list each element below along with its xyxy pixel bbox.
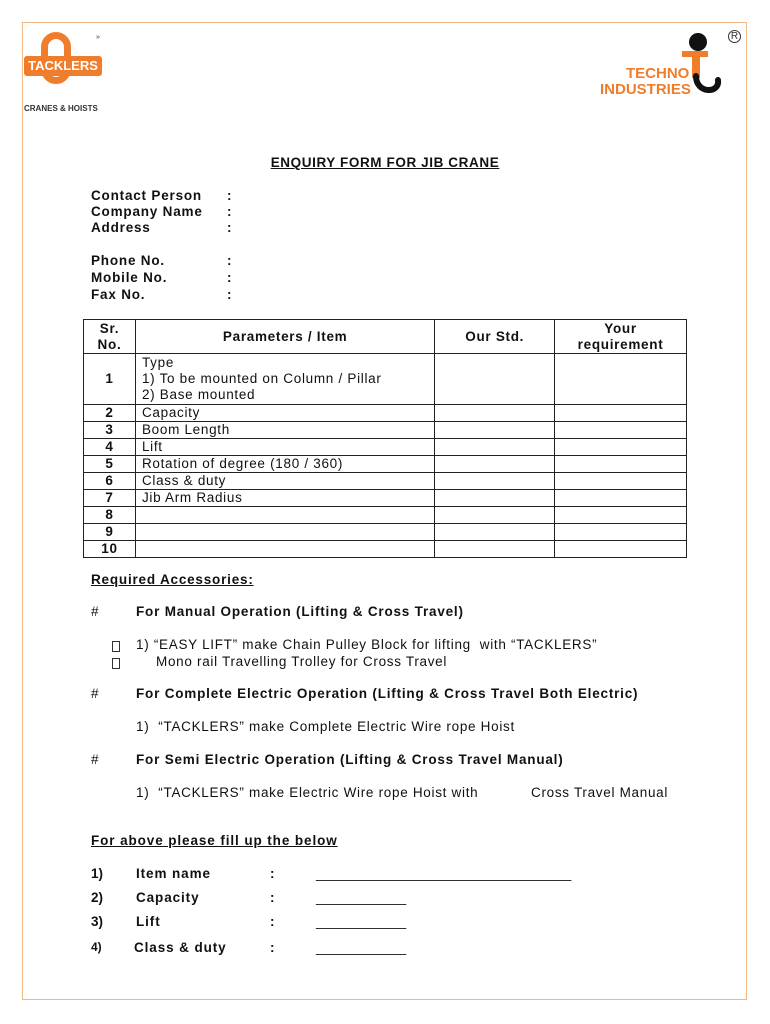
item-number: 2) — [91, 890, 104, 905]
std-cell[interactable] — [435, 456, 555, 473]
param-cell: Capacity — [135, 405, 434, 422]
std-cell[interactable] — [435, 473, 555, 490]
contact-person-label: Contact Person — [91, 188, 202, 203]
field-colon: : — [227, 204, 232, 219]
requirement-cell[interactable] — [555, 354, 687, 405]
table-row — [84, 422, 687, 439]
std-cell[interactable] — [435, 439, 555, 456]
class-duty-field[interactable]: ____________ — [316, 940, 407, 955]
tacklers-tagline: CRANES & HOISTS — [24, 104, 98, 113]
item-number: 4) — [91, 940, 102, 954]
trademark-mark: » — [96, 34, 100, 41]
hash-bullet: # — [91, 604, 99, 619]
item-number: 1) — [91, 866, 104, 881]
requirement-cell[interactable] — [555, 456, 687, 473]
sr-cell: 3 — [84, 422, 136, 439]
field-colon: : — [227, 270, 232, 285]
hash-bullet: # — [91, 752, 99, 767]
param-cell: Rotation of degree (180 / 360) — [135, 456, 434, 473]
sr-no-header: Sr. No. — [84, 320, 136, 354]
sr-cell: 8 — [84, 507, 136, 524]
address-label: Address — [91, 220, 151, 235]
parameters-table — [83, 319, 687, 558]
param-cell: Boom Length — [135, 422, 434, 439]
manual-operation-title: For Manual Operation (Lifting & Cross Travel) — [136, 604, 464, 619]
requirement-cell[interactable] — [555, 422, 687, 439]
capacity-field[interactable]: ____________ — [316, 890, 407, 905]
registered-mark: R — [728, 30, 741, 43]
semi-electric-title: For Semi Electric Operation (Lifting & Cross Travel Manual) — [136, 752, 564, 767]
std-cell[interactable] — [435, 405, 555, 422]
requirement-cell[interactable] — [555, 405, 687, 422]
table-row — [84, 405, 687, 422]
checkbox-icon — [112, 641, 120, 652]
class-duty-label: Class & duty — [134, 940, 227, 955]
table-row — [84, 541, 687, 558]
field-colon: : — [270, 866, 275, 881]
std-cell[interactable] — [435, 507, 555, 524]
field-colon: : — [227, 188, 232, 203]
table-row — [84, 524, 687, 541]
hash-bullet: # — [91, 686, 99, 701]
param-cell: Class & duty — [135, 473, 434, 490]
manual-operation-line-1: 1) “EASY LIFT” make Chain Pulley Block for lifting with “TACKLERS” — [136, 637, 598, 652]
std-cell[interactable] — [435, 524, 555, 541]
sr-cell: 4 — [84, 439, 136, 456]
techno-text: TECHNO — [626, 65, 690, 82]
table-row — [84, 456, 687, 473]
field-colon: : — [270, 890, 275, 905]
item-name-label: Item name — [136, 866, 211, 881]
tacklers-logo-text: TACKLERS — [24, 56, 102, 76]
field-colon: : — [270, 914, 275, 929]
table-row — [84, 490, 687, 507]
capacity-label: Capacity — [136, 890, 200, 905]
complete-electric-line-1: 1) “TACKLERS” make Complete Electric Wire rope Hoist — [136, 719, 515, 734]
sr-cell: 6 — [84, 473, 136, 490]
table-row — [84, 439, 687, 456]
fax-label: Fax No. — [91, 287, 146, 302]
semi-electric-line-1-cont: Cross Travel Manual — [531, 785, 669, 800]
our-std-header: Our Std. — [435, 320, 555, 354]
item-name-field[interactable]: __________________________________ — [316, 866, 572, 881]
form-title: ENQUIRY FORM FOR JIB CRANE — [270, 155, 500, 170]
param-cell — [135, 507, 434, 524]
tacklers-logo — [24, 32, 114, 116]
field-colon: : — [227, 253, 232, 268]
lift-field[interactable]: ____________ — [316, 914, 407, 929]
param-cell: Type 1) To be mounted on Column / Pillar 2) Base mounted — [135, 354, 434, 405]
table-row — [84, 507, 687, 524]
std-cell[interactable] — [435, 422, 555, 439]
lift-label: Lift — [136, 914, 161, 929]
param-cell: Jib Arm Radius — [135, 490, 434, 507]
std-cell[interactable] — [435, 490, 555, 507]
checkbox-icon — [112, 658, 120, 669]
complete-electric-title: For Complete Electric Operation (Lifting & Cross Travel Both Electric) — [136, 686, 639, 701]
sr-cell: 1 — [84, 354, 136, 405]
sr-cell: 5 — [84, 456, 136, 473]
table-row — [84, 473, 687, 490]
param-cell: Lift — [135, 439, 434, 456]
semi-electric-line-1: 1) “TACKLERS” make Electric Wire rope Hoist with — [136, 785, 479, 800]
requirement-cell[interactable] — [555, 490, 687, 507]
parameters-header: Parameters / Item — [135, 320, 434, 354]
manual-operation-line-2: Mono rail Travelling Trolley for Cross Travel — [156, 654, 448, 669]
field-colon: : — [227, 287, 232, 302]
field-colon: : — [270, 940, 275, 955]
sr-cell: 9 — [84, 524, 136, 541]
sr-cell: 2 — [84, 405, 136, 422]
table-header-row — [84, 320, 687, 354]
sr-cell: 10 — [84, 541, 136, 558]
table-row — [84, 354, 687, 405]
required-accessories-heading: Required Accessories: — [91, 572, 254, 587]
param-cell[interactable] — [135, 541, 434, 558]
field-colon: : — [227, 220, 232, 235]
requirement-cell[interactable] — [555, 507, 687, 524]
fill-up-heading: For above please fill up the below — [91, 833, 338, 848]
std-cell[interactable] — [435, 354, 555, 405]
sr-cell: 7 — [84, 490, 136, 507]
item-number: 3) — [91, 914, 104, 929]
techno-industries-logo — [596, 28, 746, 108]
requirement-cell[interactable] — [555, 473, 687, 490]
requirement-cell[interactable] — [555, 524, 687, 541]
industries-text: INDUSTRIES — [600, 81, 691, 98]
requirement-cell[interactable] — [555, 439, 687, 456]
mobile-label: Mobile No. — [91, 270, 168, 285]
requirement-cell[interactable] — [555, 541, 687, 558]
phone-label: Phone No. — [91, 253, 165, 268]
company-name-label: Company Name — [91, 204, 203, 219]
your-requirement-header: Your requirement — [555, 320, 687, 354]
std-cell[interactable] — [435, 541, 555, 558]
param-cell[interactable] — [135, 524, 434, 541]
